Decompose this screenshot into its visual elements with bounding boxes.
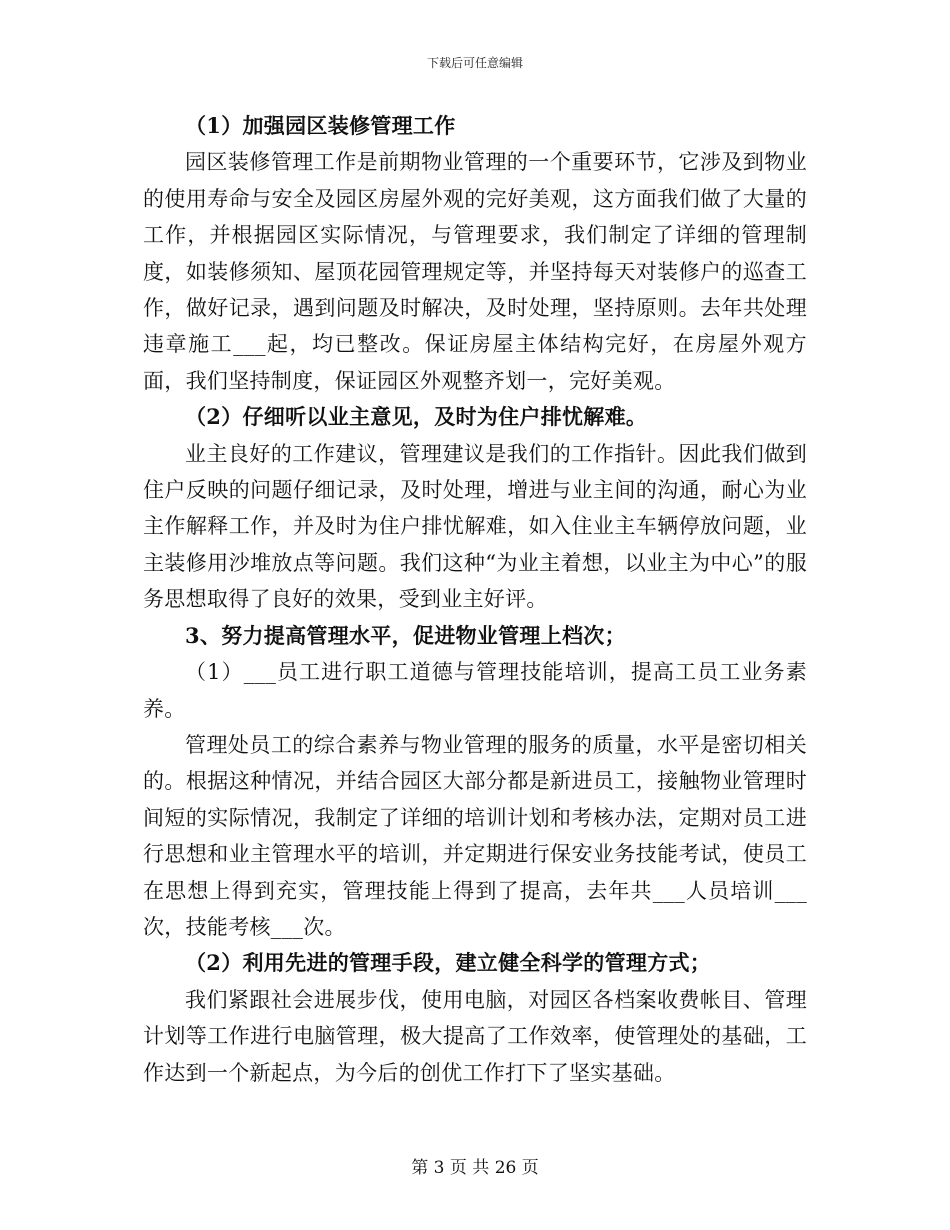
page-header: 下载后可任意编辑 — [426, 56, 523, 70]
page-number: 第 3 页 共 26 页 — [411, 1158, 539, 1178]
document-body — [143, 108, 807, 1091]
section-heading: （2）仔细听以业主意见，及时为住户排忧解难。 — [185, 404, 648, 430]
body-paragraph: （1）___员工进行职工道德与管理技能培训，提高工员工业务素养。 — [143, 660, 807, 721]
section-heading: （2）利用先进的管理手段，建立健全科学的管理方式； — [185, 950, 712, 976]
body-paragraph: 业主良好的工作建议，管理建议是我们的工作指针。因此我们做到住户反映的问题仔细记录，及时处理，增进与业主间的沟通，耐心为业主作解释工作，并及时为住户排忧解难，如入住业主车辆停放问题，业主装修用沙堆放点等问题。我们这种“为业主着想，以业主为中心”的服务思想取得了良好的效果，受到业主好评。 — [143, 441, 807, 612]
section-heading: （1）加强园区装修管理工作 — [185, 113, 456, 138]
body-paragraph: 管理处员工的综合素养与物业管理的服务的质量，水平是密切相关的。根据这种情况，并结合园区大部分都是新进员工，接触物业管理时间短的实际情况，我制定了详细的培训计划和考核办法，定期对员工进行思想和业主管理水平的培训，并定期进行保安业务技能考试，使员工在思想上得到充实，管理技能上得到了提高，去年共___人员培训___次，技能考核___次。 — [143, 732, 807, 939]
body-paragraph: 园区装修管理工作是前期物业管理的一个重要环节，它涉及到物业的使用寿命与安全及园区房屋外观的完好美观，这方面我们做了大量的工作，并根据园区实际情况，与管理要求，我们制定了详细的管理制度，如装修须知、屋顶花园管理规定等，并坚持每天对装修户的巡查工作，做好记录，遇到问题及时解决，及时处理，坚持原则。去年共处理违章施工___起，均已整改。保证房屋主体结构完好，在房屋外观方面，我们坚持制度，保证园区外观整齐划一，完好美观。 — [143, 150, 807, 393]
section-heading: 3、努力提高管理水平，促进物业管理上档次； — [185, 622, 626, 648]
body-paragraph: 我们紧跟社会进展步伐，使用电脑，对园区各档案收费帐目、管理计划等工作进行电脑管理，极大提高了工作效率，使管理处的基础，工作达到一个新起点，为今后的创优工作打下了坚实基础。 — [143, 987, 807, 1085]
